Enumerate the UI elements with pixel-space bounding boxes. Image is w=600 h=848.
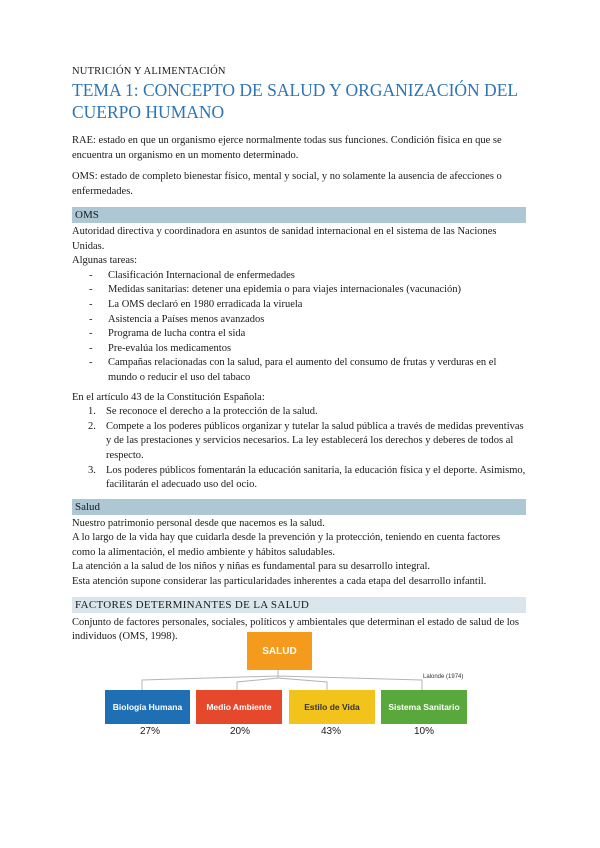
list-item: - La OMS declaró en 1980 erradicada la viruela xyxy=(72,298,526,313)
salud-line: La atención a la salud de los niños y niñas es fundamental para su desarrollo integral. xyxy=(72,561,431,573)
rae-label: RAE xyxy=(72,135,93,146)
factor-percent: 27% xyxy=(139,726,160,737)
oms-tasks-label: Algunas tareas: xyxy=(72,255,138,267)
item-text: Se reconoce el derecho a la protección de la salud. xyxy=(106,406,318,418)
factor-box-estilo-vida: Estilo de Vida xyxy=(289,690,375,724)
item-text: Compete a los poderes públicos organizar y tutelar la salud pública a través de medidas preventivas y de las prestaciones y servicios necesarios. La ley establecerá los derechos y deberes de todos al respecto. xyxy=(106,420,524,461)
list-item xyxy=(72,420,526,464)
item-number: 2. xyxy=(88,420,96,432)
factor-percent: 20% xyxy=(229,726,250,737)
salud-line: Nuestro patrimonio personal desde que nacemos es la salud. xyxy=(72,517,325,529)
salud-line: A lo largo de la vida hay que cuidarla desde la prevención y la protección, teniendo en cuenta factores como la alimentación, el medio ambiente y hábitos saludables. xyxy=(72,532,501,558)
factores-text: Conjunto de factores personales, sociales, políticos y ambientales que determinan el estado de salud de los individuos (OMS, 1998). xyxy=(72,616,519,643)
oms-text: : estado de completo bienestar físico, mental y social, y no solamente la ausencia de afecciones o enfermedades. xyxy=(72,171,502,197)
source-citation: Lalonde (1974) xyxy=(423,674,464,680)
factor-box-medio-ambiente: Medio Ambiente xyxy=(196,690,282,724)
oms-intro: Autoridad directiva y coordinadora en asuntos de sanidad internacional en el sistema de las Naciones Unidas. xyxy=(72,226,497,252)
list-item: - Campañas relacionadas con la salud, para el aumento del consumo de frutas y verduras en el mundo o reducir el uso del tabaco xyxy=(72,356,526,385)
factor-box-sistema-sanitario: Sistema Sanitario xyxy=(381,690,467,724)
health-determinants-diagram xyxy=(72,632,526,742)
item-number: 3. xyxy=(88,464,96,476)
list-item: - Programa de lucha contra el sida xyxy=(72,327,526,342)
list-item: - Medidas sanitarias: detener una epidemia o para viajes internacionales (vacunación) xyxy=(72,283,526,298)
list-item: - Pre-evalúa los medicamentos xyxy=(72,342,526,357)
oms-definition xyxy=(72,169,526,199)
salud-line: Esta atención supone considerar las particularidades inherentes a cada etapa del desarrollo infantil. xyxy=(72,576,487,588)
subject-label: NUTRICIÓN Y ALIMENTACIÓN xyxy=(72,66,226,77)
oms-task-list xyxy=(72,269,526,386)
rae-text: : estado en que un organismo ejerce normalmente todas sus funciones. Condición física en que se encuentra un organismo en un momento determinado. xyxy=(72,135,502,161)
factor-percent: 10% xyxy=(413,726,434,737)
list-item: - Clasificación Internacional de enfermedades xyxy=(72,269,526,284)
rae-definition xyxy=(72,133,526,163)
salud-root-box: SALUD xyxy=(247,632,312,670)
item-text: Los poderes públicos fomentarán la educación sanitaria, la educación física y el deporte. Asimismo, facilitarán el adecuado uso del ocio. xyxy=(106,464,526,491)
factor-box-biologia: Biología Humana xyxy=(105,690,190,724)
salud-section-heading: Salud xyxy=(72,499,526,515)
article-intro: En el artículo 43 de la Constitución Española: xyxy=(72,391,265,403)
list-item xyxy=(72,405,526,420)
list-item xyxy=(72,464,526,493)
factores-section-heading: FACTORES DETERMINANTES DE LA SALUD xyxy=(72,597,526,613)
factor-percent: 43% xyxy=(320,726,341,737)
list-item: - Asistencia a Países menos avanzados xyxy=(72,313,526,328)
oms-section-heading: OMS xyxy=(72,207,526,223)
document-page xyxy=(72,66,526,737)
page-title: TEMA 1: CONCEPTO DE SALUD Y ORGANIZACIÓN DEL CUERPO HUMANO xyxy=(72,80,518,122)
oms-label: OMS xyxy=(72,171,95,182)
item-number: 1. xyxy=(88,406,96,418)
article-list xyxy=(72,405,526,493)
